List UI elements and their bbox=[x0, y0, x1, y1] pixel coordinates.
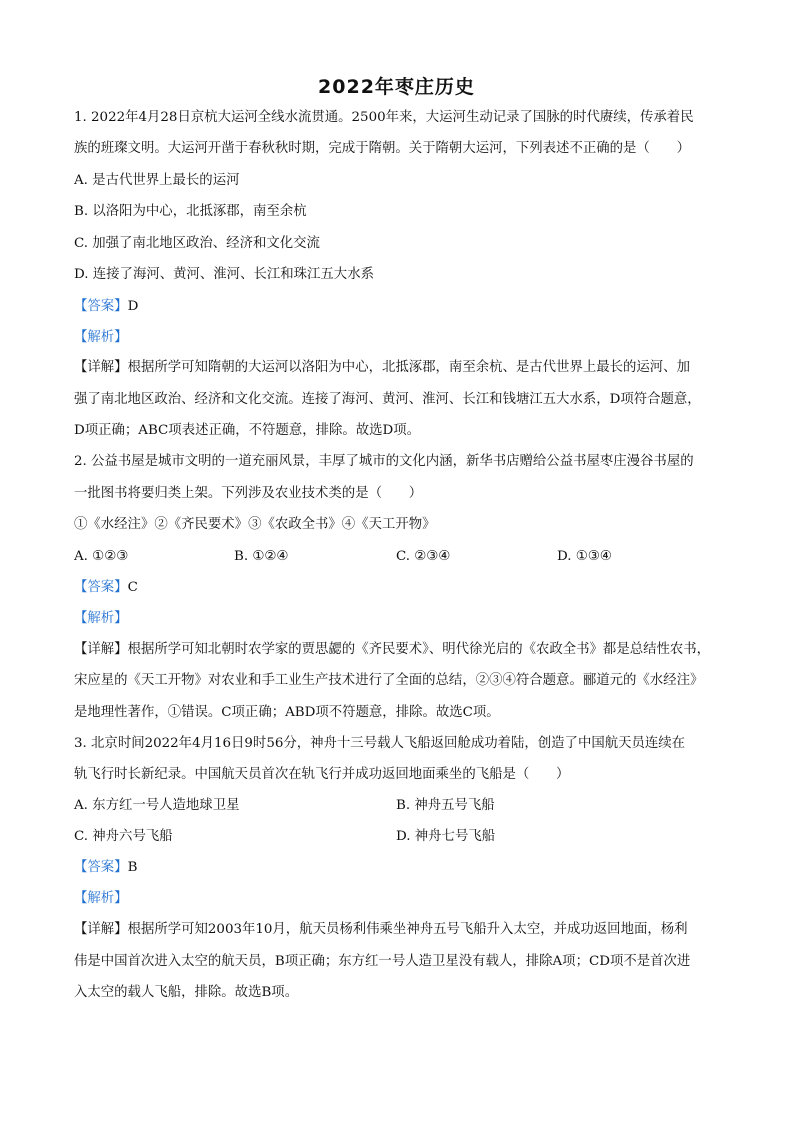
q1-stem-line-2: 族的班璨文明。大运河开凿于春秋秋时期，完成于隋朝。关于隋朝大运河，下列表述不正确的是（ ） bbox=[74, 141, 690, 156]
analysis-tag: 【解析】 bbox=[74, 611, 128, 626]
q2-option-b: B. ①②④ bbox=[234, 549, 289, 564]
q1-answer bbox=[74, 297, 724, 317]
analysis-tag: 【解析】 bbox=[74, 891, 128, 906]
q3-option-c: C. 神舟六号飞船 bbox=[74, 829, 173, 844]
q1-analysis-tag bbox=[74, 328, 724, 348]
q1-option-c: C. 加强了南北地区政治、经济和文化交流 bbox=[74, 236, 320, 251]
q3-detail-line-2: 伟是中国首次进入太空的航天员，B项正确；东方红一号人造卫星没有载人，排除A项；CD项不是首次进 bbox=[74, 954, 691, 969]
detail-tag: 【详解】 bbox=[74, 642, 128, 657]
q2-stem-line-3: ①《水经注》②《齐民要术》③《农政全书》④《天工开物》 bbox=[74, 517, 436, 532]
q3-answer bbox=[74, 858, 724, 878]
q2-option-a: A. ①②③ bbox=[74, 549, 129, 564]
answer-value: C bbox=[127, 580, 138, 595]
answer-value: D bbox=[127, 299, 139, 314]
answer-tag: 【答案】 bbox=[74, 860, 128, 875]
q2-option-c: C. ②③④ bbox=[396, 549, 451, 564]
detail-text: 根据所学可知隋朝的大运河以洛阳为中心，北抵涿郡，南至余杭、是古代世界上最长的运河、加 bbox=[127, 360, 690, 375]
q3-detail-line-1 bbox=[74, 920, 724, 940]
detail-tag: 【详解】 bbox=[74, 360, 128, 375]
page-title: 2022年枣庄历史 bbox=[318, 76, 475, 98]
q2-answer bbox=[74, 578, 724, 598]
q3-stem-line-1: 3. 北京时间2022年4月16日9时56分，神舟十三号载人飞船返回舱成功着陆，创造了中国航天员连续在 bbox=[74, 736, 686, 751]
detail-text: 根据所学可知2003年10月，航天员杨利伟乘坐神舟五号飞船升入太空，并成功返回地面，杨利 bbox=[127, 922, 688, 937]
q3-option-d: D. 神舟七号飞船 bbox=[396, 829, 496, 844]
q2-stem-line-1: 2. 公益书屋是城市文明的一道充丽风景，丰厚了城市的文化内涵，新华书店赠给公益书屋枣庄漫谷书屋的 bbox=[74, 454, 694, 469]
q3-analysis-tag bbox=[74, 889, 724, 909]
analysis-tag: 【解析】 bbox=[74, 330, 128, 345]
answer-tag: 【答案】 bbox=[74, 580, 128, 595]
q3-detail-line-3: 入太空的载人飞船，排除。故选B项。 bbox=[74, 985, 299, 1000]
detail-text: 根据所学可知北朝时农学家的贾思勰的《齐民要术》、明代徐光启的《农政全书》都是总结性农书， bbox=[127, 642, 711, 657]
q1-option-d: D. 连接了海河、黄河、淮河、长江和珠江五大水系 bbox=[74, 267, 374, 282]
q3-option-b: B. 神舟五号飞船 bbox=[396, 798, 495, 813]
q1-detail-line-2: 强了南北地区政治、经济和文化交流。连接了海河、黄河、淮河、长江和钱塘江五大水系，D项符合题意， bbox=[74, 392, 701, 407]
q1-stem-line-1: 1. 2022年4月28日京杭大运河全线水流贯通。2500年来，大运河生动记录了国脉的时代赓续，传承着民 bbox=[74, 110, 694, 125]
q3-stem-line-2: 轨飞行时长新纪录。中国航天员首次在轨飞行并成功返回地面乘坐的飞船是（ ） bbox=[74, 767, 570, 782]
q1-detail-line-3: D项正确；ABC项表述正确，不符题意，排除。故选D项。 bbox=[74, 423, 421, 438]
q2-option-d: D. ①③④ bbox=[557, 549, 612, 564]
answer-tag: 【答案】 bbox=[74, 299, 128, 314]
detail-tag: 【详解】 bbox=[74, 922, 128, 937]
q3-option-a: A. 东方红一号人造地球卫星 bbox=[74, 798, 240, 813]
q2-analysis-tag bbox=[74, 609, 724, 629]
q1-option-b: B. 以洛阳为中心，北抵涿郡，南至余杭 bbox=[74, 204, 307, 219]
q2-detail-line-2: 宋应星的《天工开物》对农业和手工业生产技术进行了全面的总结，②③④符合题意。郦道元的《水经注》 bbox=[74, 673, 704, 688]
q2-stem-line-2: 一批图书将要归类上架。下列涉及农业技术类的是（ ） bbox=[74, 486, 423, 501]
q2-detail-line-1 bbox=[74, 640, 724, 660]
q1-option-a: A. 是古代世界上最长的运河 bbox=[74, 173, 240, 188]
q1-detail-line-1 bbox=[74, 358, 724, 378]
q2-detail-line-3: 是地理性著作，①错误。C项正确；ABD项不符题意，排除。故选C项。 bbox=[74, 705, 500, 720]
answer-value: B bbox=[127, 860, 138, 875]
